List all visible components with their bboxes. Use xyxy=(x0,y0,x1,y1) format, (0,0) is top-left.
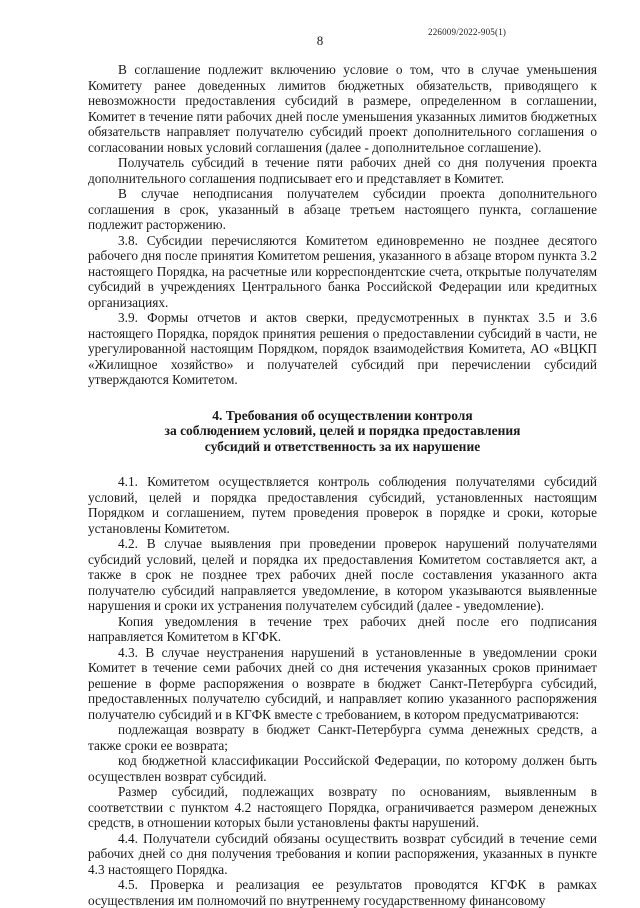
paragraph: 3.8. Субсидии перечисляются Комитетом единовременно не позднее десятого рабочего дня после принятия Комитетом решения, указанного в абзаце втором пункта 3.2 настоящего Порядка, на расчетные или корреспондентские счета, открытые получателям субсидий в учреждениях Центрального банка Российской Федерации или кредитных организациях. xyxy=(88,232,597,310)
paragraph: 4.5. Проверка и реализация ее результатов проводятся КГФК в рамках осуществления им полномочий по внутреннему государственному финансовому xyxy=(88,877,597,908)
section-heading-line: субсидий и ответственность за их нарушение xyxy=(204,438,481,454)
paragraph: В случае неподписания получателем субсидии проекта дополнительного соглашения в срок, указанный в абзаце третьем настоящего пункта, соглашение подлежит расторжению. xyxy=(88,186,597,232)
section-heading xyxy=(88,408,597,455)
section-heading-line: за соблюдением условий, целей и порядка предоставления xyxy=(164,423,521,439)
paragraph: 3.9. Формы отчетов и актов сверки, предусмотренных в пунктах 3.5 и 3.6 настоящего Порядка, порядок принятия решения о предоставлении субсидий в части, не урегулированной настоящим Порядком, порядок взаимодействия Комитета, АО «ВЦКП «Жилищное хозяйство» и получателей субсидий при перечислении субсидий утверждаются Комитетом. xyxy=(88,310,597,387)
paragraph: 4.2. В случае выявления при проведении проверок нарушений получателями субсидий условий, целей и порядка их предоставления Комитетом составляется акт, а также в срок не позднее трех рабочих дней после составления указанного акта получателю субсидий направляется уведомление, в котором указываются выявленные нарушения и сроки их устранения получателем субсидий (далее - уведомление). xyxy=(88,536,597,614)
paragraph: 4.1. Комитетом осуществляется контроль соблюдения получателями субсидий условий, целей и порядка предоставления субсидий, установленных настоящим Порядком и соглашением, путем проведения проверок в порядке и сроки, которые установлены Комитетом. xyxy=(88,474,597,536)
paragraph: В соглашение подлежит включению условие о том, что в случае уменьшения Комитету ранее доведенных лимитов бюджетных обязательств, приводящего к невозможности предоставления субсидий в размере, определенном в соглашении, Комитет в течение пяти рабочих дней после уменьшения указанных лимитов бюджетных обязательств направляет получателю субсидий проект дополнительного соглашения о согласовании новых условий соглашения (далее - дополнительное соглашение). xyxy=(88,62,597,155)
paragraph: 4.4. Получатели субсидий обязаны осуществить возврат субсидий в течение семи рабочих дней со дня получения требования и копии распоряжения, указанных в пункте 4.3 настоящего Порядка. xyxy=(88,830,597,877)
section-heading-line: 4. Требования об осуществлении контроля xyxy=(212,407,473,423)
paragraph: подлежащая возврату в бюджет Санкт-Петербурга сумма денежных средств, а также сроки ее возврата; xyxy=(88,722,597,753)
page-number: 8 xyxy=(316,33,324,48)
paragraph: 4.3. В случае неустранения нарушений в установленные в уведомлении сроки Комитет в течение семи рабочих дней со дня истечения указанных сроков принимает решение в форме распоряжения о возврате в бюджет Санкт-Петербурга субсидий, предоставленных получателю субсидий, и направляет копию указанного распоряжения получателю субсидий и в КГФК вместе с требованием, в котором предусматриваются: xyxy=(88,644,597,722)
paragraph: код бюджетной классификации Российской Федерации, по которому должен быть осуществлен возврат субсидий. xyxy=(88,753,597,784)
paragraph: Копия уведомления в течение трех рабочих дней после его подписания направляется Комитетом в КГФК. xyxy=(88,613,597,645)
document-body xyxy=(88,62,597,908)
paragraph: Размер субсидий, подлежащих возврату по основаниям, выявленным в соответствии с пунктом 4.2 настоящего Порядка, ограничивается размером денежных средств, в отношении которых были установлены факты нарушений. xyxy=(88,784,597,831)
document-number: 226009/2022-905(1) xyxy=(428,27,507,37)
paragraph: Получатель субсидий в течение пяти рабочих дней со дня получения проекта дополнительного соглашения подписывает его и представляет в Комитет. xyxy=(88,155,597,186)
